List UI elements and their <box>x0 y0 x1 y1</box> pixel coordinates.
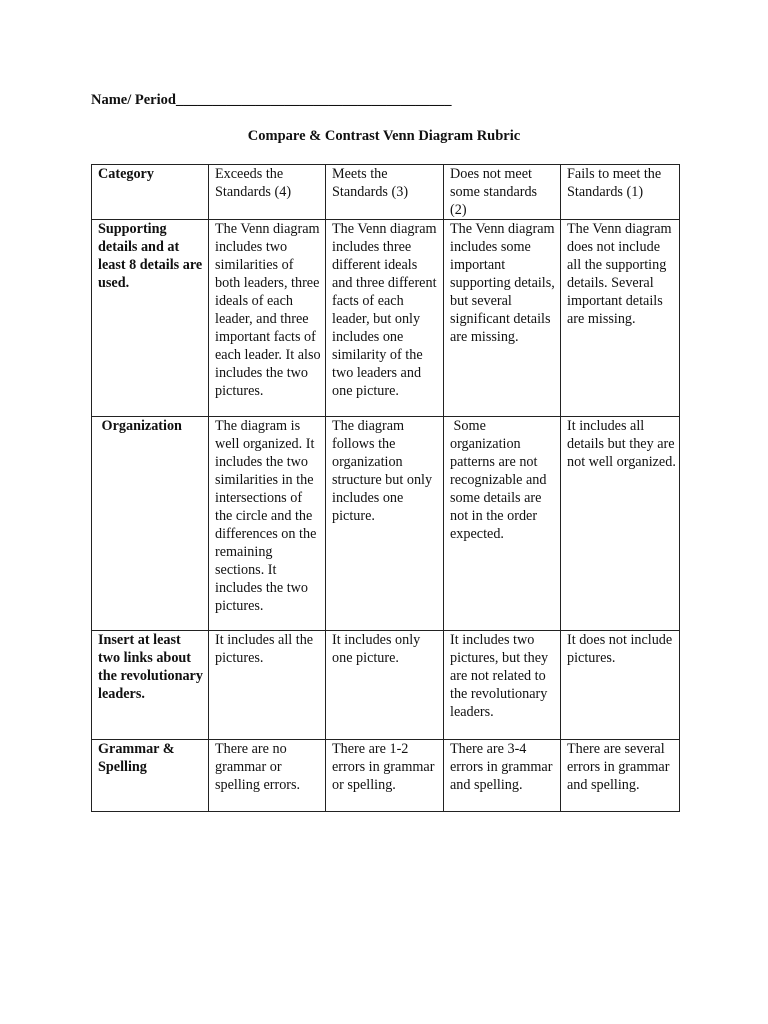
table-cell: The diagram is well organized. It includes the two similarities in the intersections of the circle and the differences on the remaining sections. It includes the two pictures. <box>209 417 326 631</box>
table-cell: It includes only one picture. <box>326 631 444 740</box>
column-header-meets: Meets the Standards (3) <box>326 165 444 220</box>
table-cell <box>444 417 561 631</box>
table-cell: The diagram follows the organization structure but only includes one picture. <box>326 417 444 631</box>
column-header-category: Category <box>92 165 209 220</box>
column-header-exceeds: Exceeds the Standards (4) <box>209 165 326 220</box>
table-header-row <box>92 165 680 220</box>
table-cell: The Venn diagram includes three different ideals and three different facts of each leader, but only includes one similarity of the two leaders and one picture. <box>326 220 444 417</box>
table-row <box>92 631 680 740</box>
row-category-supporting-details: Supporting details and at least 8 details are used. <box>92 220 209 417</box>
table-row <box>92 740 680 812</box>
column-header-does-not-meet: Does not meet some standards (2) <box>444 165 561 220</box>
table-cell: There are no grammar or spelling errors. <box>209 740 326 812</box>
table-cell-text: Some organization patterns are not recognizable and some details are not in the order expected. <box>450 418 547 542</box>
table-cell: There are several errors in grammar and spelling. <box>561 740 680 812</box>
table-cell: The Venn diagram includes two similarities of both leaders, three ideals of each leader, and three important facts of each leader. It also includes the two pictures. <box>209 220 326 417</box>
table-cell: It includes all details but they are not well organized. <box>561 417 680 631</box>
table-cell: The Venn diagram includes some important supporting details, but several significant details are missing. <box>444 220 561 417</box>
row-category-links: Insert at least two links about the revolutionary leaders. <box>92 631 209 740</box>
row-category-organization-label: Organization <box>101 418 182 434</box>
table-row <box>92 417 680 631</box>
table-cell: It includes two pictures, but they are not related to the revolutionary leaders. <box>444 631 561 740</box>
column-header-fails: Fails to meet the Standards (1) <box>561 165 680 220</box>
rubric-table <box>91 164 680 812</box>
table-cell: The Venn diagram does not include all the supporting details. Several important details are missing. <box>561 220 680 417</box>
table-row <box>92 220 680 417</box>
table-cell: It does not include pictures. <box>561 631 680 740</box>
table-cell: There are 1-2 errors in grammar or spelling. <box>326 740 444 812</box>
row-category-grammar-spelling: Grammar & Spelling <box>92 740 209 812</box>
table-cell: It includes all the pictures. <box>209 631 326 740</box>
row-category-organization <box>92 417 209 631</box>
document-title: Compare & Contrast Venn Diagram Rubric <box>247 128 521 144</box>
name-period-line: Name/ Period______________________________________ <box>91 92 452 108</box>
table-cell: There are 3-4 errors in grammar and spelling. <box>444 740 561 812</box>
